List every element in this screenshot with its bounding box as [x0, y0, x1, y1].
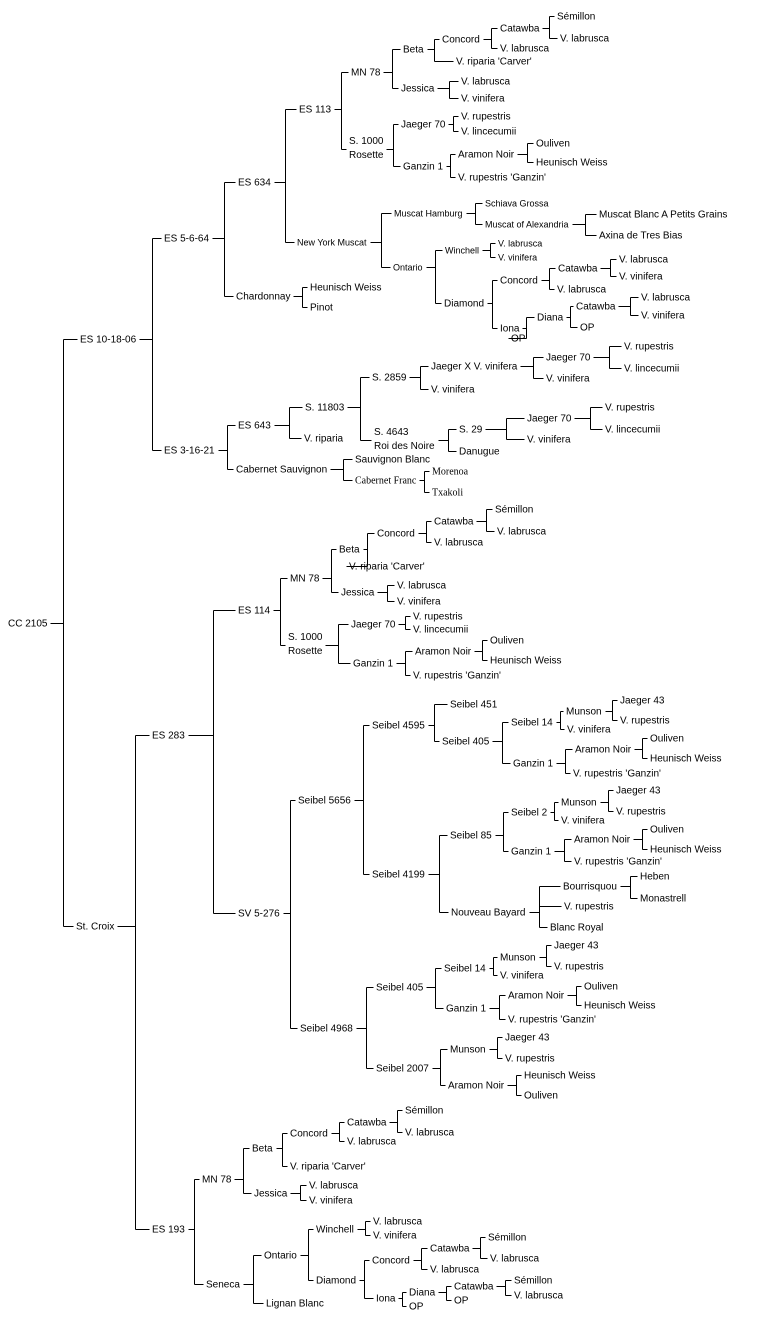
node-label-heunisch-weiss: Heunisch Weiss: [536, 157, 608, 169]
node-label-s-millon: Sémillon: [488, 1232, 527, 1244]
node-label-s-millon: Sémillon: [405, 1105, 444, 1117]
node-label-heben: Heben: [640, 871, 670, 883]
node-label-es-5-6-64: ES 5-6-64: [164, 233, 210, 245]
node-label-op: OP: [580, 322, 595, 334]
node-label-ganzin-1: Ganzin 1: [511, 846, 552, 858]
node-label-s-4643-roi-des-noire: S. 4643 Roi des Noire: [374, 426, 435, 452]
node-label-jessica: Jessica: [401, 83, 435, 95]
node-label-danugue: Danugue: [459, 446, 500, 458]
node-label-seibel-5656: Seibel 5656: [298, 795, 351, 807]
node-label-aramon-noir: Aramon Noir: [415, 646, 472, 658]
node-label-s-millon: Sémillon: [495, 504, 534, 516]
node-label-jaeger-43: Jaeger 43: [505, 1032, 550, 1044]
node-label-jaeger-43: Jaeger 43: [554, 940, 599, 952]
node-label-es-113: ES 113: [299, 104, 332, 116]
node-label-op: OP: [511, 333, 526, 345]
node-label-jessica: Jessica: [341, 587, 375, 599]
node-label-v-rupestris: V. rupestris: [505, 1053, 555, 1065]
node-label-winchell: Winchell: [445, 245, 480, 256]
node-label-concord: Concord: [442, 34, 480, 46]
node-label-v-rupestris: V. rupestris: [413, 611, 463, 623]
node-label-v-vinifera: V. vinifera: [619, 271, 663, 283]
node-label-diana: Diana: [537, 312, 564, 324]
node-label-v-labrusca: V. labrusca: [514, 1290, 564, 1302]
node-label-bourrisquou: Bourrisquou: [563, 881, 617, 893]
node-label-seibel-2: Seibel 2: [511, 807, 548, 819]
node-label-es-643: ES 643: [238, 420, 271, 432]
node-label-seibel-405: Seibel 405: [376, 982, 424, 994]
node-label-cabernet-franc: Cabernet Franc: [355, 475, 417, 487]
node-label-v-labrusca: V. labrusca: [347, 1136, 397, 1148]
node-label-catawba: Catawba: [576, 301, 616, 313]
node-label-ontario: Ontario: [264, 1250, 297, 1262]
node-label-mn-78: MN 78: [290, 573, 320, 585]
node-label-ouliven: Ouliven: [650, 824, 684, 836]
node-label-pinot: Pinot: [310, 302, 333, 314]
node-label-jaeger-70: Jaeger 70: [546, 352, 591, 364]
node-label-v-vinifera: V. vinifera: [546, 373, 590, 385]
node-label-txakoli: Txakoli: [432, 487, 464, 499]
node-label-iona: Iona: [376, 1293, 396, 1305]
node-label-aramon-noir: Aramon Noir: [508, 990, 565, 1002]
node-label-s-29: S. 29: [459, 424, 483, 436]
node-label-v-labrusca: V. labrusca: [430, 1264, 480, 1276]
node-label-v-vinifera: V. vinifera: [373, 1230, 417, 1242]
node-label-v-labrusca: V. labrusca: [500, 43, 550, 55]
node-label-catawba: Catawba: [558, 263, 598, 275]
node-label-jaeger-70: Jaeger 70: [401, 119, 446, 131]
node-label-catawba: Catawba: [500, 23, 540, 35]
node-label-jaeger-70: Jaeger 70: [527, 413, 572, 425]
node-label-new-york-muscat: New York Muscat: [297, 237, 367, 248]
node-label-heunisch-weiss: Heunisch Weiss: [650, 753, 722, 765]
node-label-heunisch-weiss: Heunisch Weiss: [310, 282, 382, 294]
node-label-seibel-4968: Seibel 4968: [300, 1023, 353, 1035]
node-label-v-vinifera: V. vinifera: [641, 310, 685, 322]
node-label-aramon-noir: Aramon Noir: [574, 834, 631, 846]
node-label-seibel-451: Seibel 451: [450, 699, 498, 711]
node-label-ontario: Ontario: [393, 262, 423, 273]
node-label-v-rupestris-ganzin: V. rupestris 'Ganzin': [508, 1014, 596, 1026]
node-label-v-labrusca: V. labrusca: [497, 526, 547, 538]
node-label-s-11803: S. 11803: [305, 402, 345, 414]
node-label-v-labrusca: V. labrusca: [490, 1253, 540, 1265]
node-label-cc-2105: CC 2105: [8, 618, 48, 630]
node-label-s-1000-rosette: S. 1000 Rosette: [288, 631, 323, 657]
node-label-v-vinifera: V. vinifera: [567, 724, 611, 736]
node-label-s-1000-rosette: S. 1000 Rosette: [349, 135, 384, 161]
node-label-beta: Beta: [339, 544, 360, 556]
node-label-beta: Beta: [403, 44, 424, 56]
node-label-winchell: Winchell: [316, 1224, 354, 1236]
node-label-v-rupestris: V. rupestris: [554, 961, 604, 973]
node-label-munson: Munson: [500, 952, 536, 964]
node-label-v-labrusca: V. labrusca: [397, 580, 447, 592]
node-label-axina-de-tres-bias: Axina de Tres Bias: [599, 230, 683, 242]
node-label-v-labrusca: V. labrusca: [405, 1127, 455, 1139]
node-label-v-vinifera: V. vinifera: [500, 970, 544, 982]
node-label-v-rupestris: V. rupestris: [620, 715, 670, 727]
node-label-v-riparia: V. riparia: [304, 433, 344, 445]
node-label-aramon-noir: Aramon Noir: [575, 744, 632, 756]
node-label-v-riparia-carver: V. riparia 'Carver': [349, 561, 425, 573]
node-label-v-rupestris-ganzin: V. rupestris 'Ganzin': [413, 670, 501, 682]
node-label-morenoa: Morenoa: [432, 466, 469, 478]
node-label-chardonnay: Chardonnay: [236, 291, 291, 303]
node-label-v-rupestris: V. rupestris: [605, 402, 655, 414]
node-label-s-millon: Sémillon: [514, 1275, 553, 1287]
node-label-concord: Concord: [377, 528, 415, 540]
node-label-ouliven: Ouliven: [490, 635, 524, 647]
node-label-jessica: Jessica: [254, 1188, 288, 1200]
node-label-v-rupestris: V. rupestris: [616, 806, 666, 818]
node-label-ouliven: Ouliven: [524, 1090, 558, 1102]
node-label-sv-5-276: SV 5-276: [238, 908, 280, 920]
node-label-es-114: ES 114: [238, 605, 271, 617]
node-label-diana: Diana: [409, 1287, 436, 1299]
node-label-muscat-blanc-a-petits-grains: Muscat Blanc A Petits Grains: [599, 209, 728, 221]
node-label-catawba: Catawba: [430, 1243, 470, 1255]
node-label-jaeger-x-v-vinifera: Jaeger X V. vinifera: [431, 361, 518, 373]
node-label-v-labrusca: V. labrusca: [619, 254, 669, 266]
node-label-v-labrusca: V. labrusca: [434, 537, 484, 549]
node-label-ouliven: Ouliven: [536, 138, 570, 150]
node-label-concord: Concord: [372, 1255, 410, 1267]
node-label-catawba: Catawba: [347, 1117, 387, 1129]
node-label-v-labrusca: V. labrusca: [309, 1180, 359, 1192]
node-label-seibel-85: Seibel 85: [450, 830, 492, 842]
node-label-nouveau-bayard: Nouveau Bayard: [451, 907, 526, 919]
node-label-seibel-4595: Seibel 4595: [372, 720, 425, 732]
node-label-v-vinifera: V. vinifera: [397, 596, 441, 608]
node-label-st-croix: St. Croix: [76, 921, 115, 933]
node-label-jaeger-43: Jaeger 43: [616, 785, 661, 797]
node-label-op: OP: [454, 1295, 469, 1307]
node-label-v-labrusca: V. labrusca: [461, 76, 511, 88]
node-label-ouliven: Ouliven: [650, 733, 684, 745]
node-label-v-labrusca: V. labrusca: [560, 33, 610, 45]
node-label-v-labrusca: V. labrusca: [498, 238, 543, 249]
node-label-catawba: Catawba: [454, 1281, 494, 1293]
node-label-munson: Munson: [450, 1044, 486, 1056]
node-label-diamond: Diamond: [316, 1275, 357, 1287]
node-label-monastrell: Monastrell: [640, 893, 687, 905]
node-label-blanc-royal: Blanc Royal: [550, 922, 604, 934]
node-label-jaeger-43: Jaeger 43: [620, 695, 665, 707]
node-label-v-rupestris: V. rupestris: [624, 341, 674, 353]
node-label-v-rupestris: V. rupestris: [564, 901, 614, 913]
node-label-v-vinifera: V. vinifera: [561, 815, 605, 827]
node-label-v-rupestris: V. rupestris: [461, 111, 511, 123]
node-label-v-vinifera: V. vinifera: [527, 434, 571, 446]
node-label-sauvignon-blanc: Sauvignon Blanc: [355, 454, 431, 466]
node-label-es-3-16-21: ES 3-16-21: [164, 445, 215, 457]
node-label-seibel-14: Seibel 14: [444, 963, 486, 975]
node-label-v-lincecumii: V. lincecumii: [413, 624, 469, 636]
node-label-v-vinifera: V. vinifera: [309, 1195, 353, 1207]
node-label-ouliven: Ouliven: [584, 981, 618, 993]
node-label-heunisch-weiss: Heunisch Weiss: [490, 655, 562, 667]
node-label-seibel-4199: Seibel 4199: [372, 869, 425, 881]
node-label-v-rupestris-ganzin: V. rupestris 'Ganzin': [458, 172, 546, 184]
node-label-cabernet-sauvignon: Cabernet Sauvignon: [236, 464, 328, 476]
node-label-diamond: Diamond: [444, 298, 485, 310]
node-label-beta: Beta: [252, 1143, 273, 1155]
node-label-ganzin-1: Ganzin 1: [403, 161, 444, 173]
node-label-v-riparia-carver: V. riparia 'Carver': [290, 1161, 366, 1173]
node-label-v-rupestris-ganzin: V. rupestris 'Ganzin': [574, 856, 662, 868]
node-label-lignan-blanc: Lignan Blanc: [266, 1298, 324, 1310]
node-label-s-millon: Sémillon: [557, 11, 596, 23]
node-label-mn-78: MN 78: [202, 1174, 232, 1186]
node-label-v-lincecumii: V. lincecumii: [624, 363, 680, 375]
node-label-iona: Iona: [500, 323, 520, 335]
node-label-v-lincecumii: V. lincecumii: [461, 126, 517, 138]
node-label-mn-78: MN 78: [351, 67, 381, 79]
node-label-munson: Munson: [566, 706, 602, 718]
node-label-v-labrusca: V. labrusca: [373, 1216, 423, 1228]
node-label-es-634: ES 634: [238, 177, 271, 189]
node-label-jaeger-70: Jaeger 70: [351, 619, 396, 631]
node-label-concord: Concord: [500, 275, 538, 287]
node-label-heunisch-weiss: Heunisch Weiss: [650, 844, 722, 856]
node-label-seibel-2007: Seibel 2007: [376, 1063, 429, 1075]
node-label-concord: Concord: [290, 1128, 328, 1140]
node-label-v-vinifera: V. vinifera: [461, 93, 505, 105]
node-label-v-lincecumii: V. lincecumii: [605, 424, 661, 436]
node-label-muscat-of-alexandria: Muscat of Alexandria: [485, 219, 569, 230]
node-label-es-283: ES 283: [152, 730, 185, 742]
node-label-v-labrusca: V. labrusca: [641, 292, 691, 304]
node-label-heunisch-weiss: Heunisch Weiss: [584, 1000, 656, 1012]
node-label-seneca: Seneca: [206, 1279, 240, 1291]
node-label-aramon-noir: Aramon Noir: [458, 149, 515, 161]
node-label-seibel-14: Seibel 14: [511, 717, 553, 729]
node-label-v-vinifera: V. vinifera: [498, 252, 538, 263]
node-label-aramon-noir: Aramon Noir: [448, 1080, 505, 1092]
node-label-v-vinifera: V. vinifera: [431, 384, 475, 396]
node-label-muscat-hamburg: Muscat Hamburg: [394, 208, 463, 219]
node-label-ganzin-1: Ganzin 1: [513, 758, 554, 770]
node-label-ganzin-1: Ganzin 1: [446, 1003, 487, 1015]
node-label-es-10-18-06: ES 10-18-06: [80, 334, 137, 346]
node-label-munson: Munson: [561, 797, 597, 809]
node-label-schiava-grossa: Schiava Grossa: [485, 198, 549, 209]
node-label-v-labrusca: V. labrusca: [557, 284, 607, 296]
node-label-heunisch-weiss: Heunisch Weiss: [524, 1070, 596, 1082]
node-label-ganzin-1: Ganzin 1: [353, 658, 394, 670]
node-label-catawba: Catawba: [434, 516, 474, 528]
node-label-v-riparia-carver: V. riparia 'Carver': [456, 56, 532, 68]
node-label-op: OP: [409, 1301, 424, 1313]
node-label-s-2859: S. 2859: [372, 372, 407, 384]
node-label-es-193: ES 193: [152, 1224, 185, 1236]
node-labels: [8, 12, 727, 1313]
node-label-seibel-405: Seibel 405: [442, 736, 490, 748]
node-label-v-rupestris-ganzin: V. rupestris 'Ganzin': [573, 768, 661, 780]
